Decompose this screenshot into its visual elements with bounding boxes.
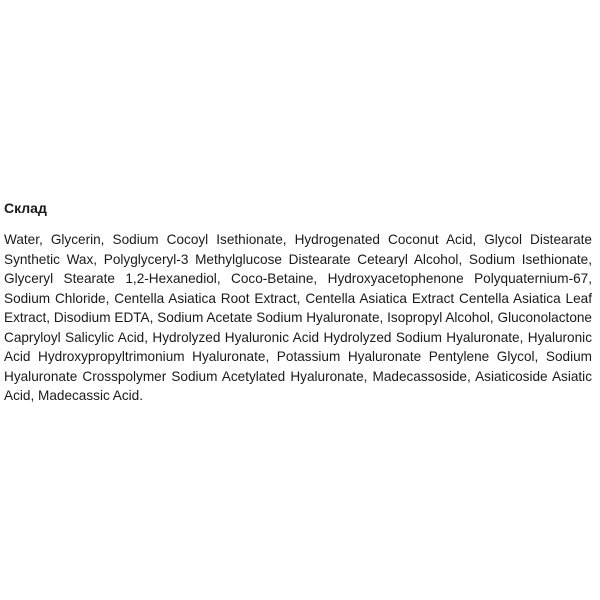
section-heading: Склад	[4, 200, 47, 216]
ingredients-text: Water, Glycerin, Sodium Cocoyl Isethionate, Hydrogenated Coconut Acid, Glycol Distearate Synthetic Wax, Polyglyceryl-3 Methylglucose Distearate Cetearyl Alcohol, Sodium Isethionate, Glyceryl Stearate 1,2-Hexanediol, Coco-Betaine, Hydroxyacetophenone Polyquaternium-67, Sodium Chloride, Centella Asiatica Root Extract, Centella Asiatica Extract Centella Asiatica Leaf Extract, Disodium EDTA, Sodium Acetate Sodium Hyaluronate, Isopropyl Alcohol, Gluconolactone Capryloyl Salicylic Acid, Hydrolyzed Hyaluronic Acid Hydrolyzed Sodium Hyaluronate, Hyaluronic Acid Hydroxypropyltrimonium Hyaluronate, Potassium Hyaluronate Pentylene Glycol, Sodium Hyaluronate Crosspolymer Sodium Acetylated Hyaluronate, Madecassoside, Asiaticoside Asiatic Acid, Madecassic Acid.	[4, 232, 592, 403]
ingredients-section	[4, 198, 592, 406]
